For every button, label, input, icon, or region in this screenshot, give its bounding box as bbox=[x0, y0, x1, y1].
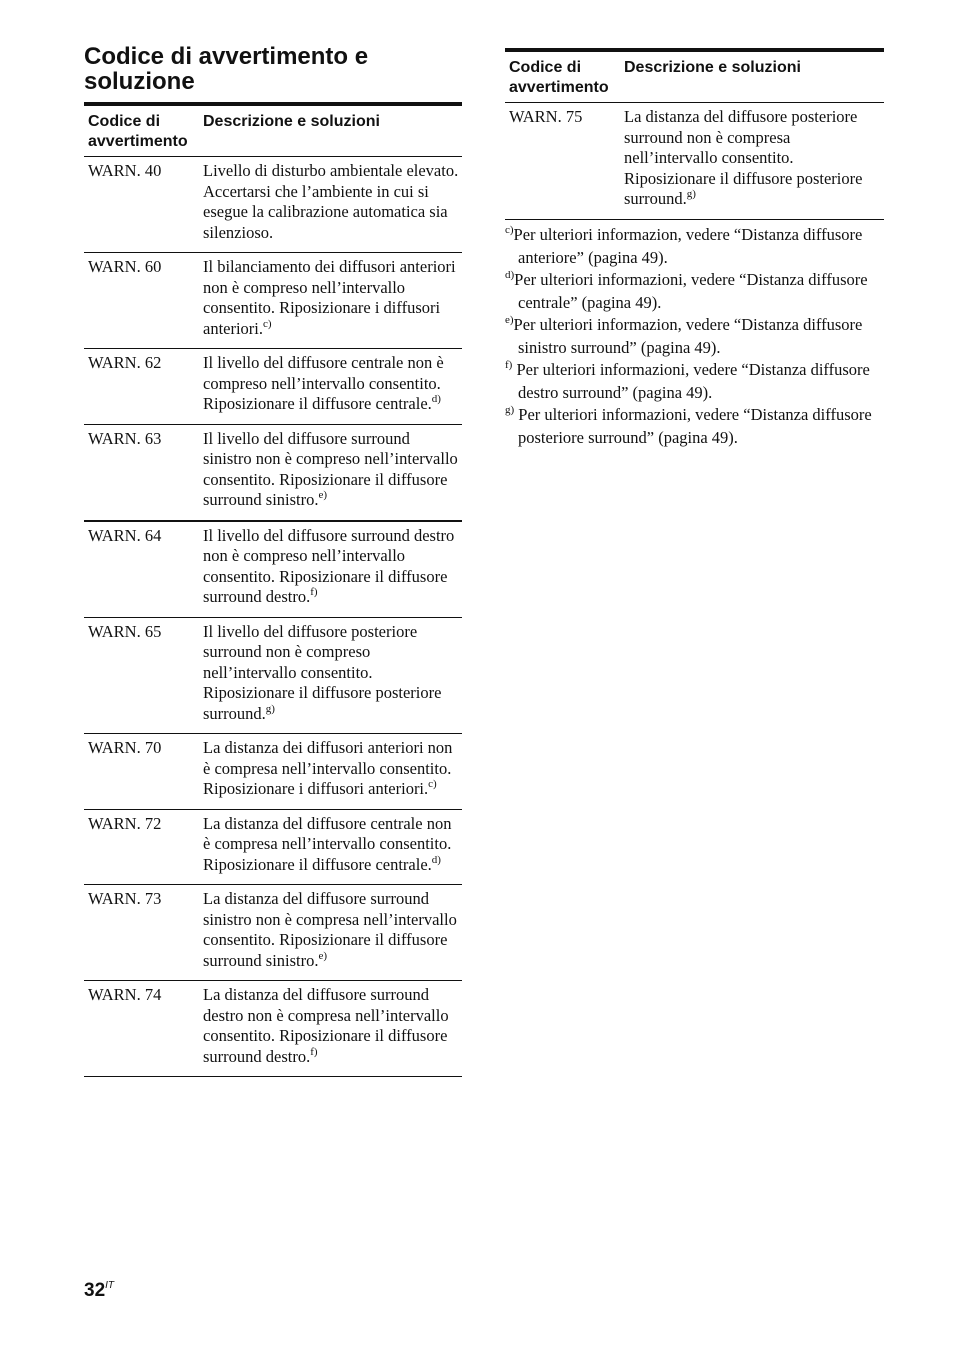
warning-description bbox=[203, 429, 462, 511]
page-number-suffix: IT bbox=[105, 1280, 115, 1291]
warning-description bbox=[203, 738, 462, 800]
header-code: Codice di avvertimento bbox=[509, 59, 609, 96]
footnote-reference: g) bbox=[265, 702, 275, 715]
footnote-reference: c) bbox=[263, 317, 272, 330]
warning-description bbox=[203, 526, 462, 608]
header-description: Descrizione e soluzioni bbox=[203, 113, 380, 130]
footnote-reference: f) bbox=[310, 586, 318, 598]
footnote-text: Per ulteriori informazion, vedere “Distanza diffusore anteriore” (pagina 49). bbox=[513, 225, 863, 267]
description-text: Livello di disturbo ambientale elevato. Accertarsi che l’ambiente in cui si esegue la calibrazione automatica sia silenzioso. bbox=[203, 161, 459, 242]
footnote-text: Per ulteriori informazioni, vedere “Distanza diffusore centrale” (pagina 49). bbox=[514, 270, 868, 312]
table-header bbox=[84, 106, 462, 157]
footnote-reference: d) bbox=[431, 853, 441, 866]
description-text: La distanza del diffusore surround sinistro non è compresa nell’intervallo consentito. Riposizionare il diffusore surround sinistro. bbox=[203, 889, 457, 970]
warning-code: WARN. 64 bbox=[88, 525, 162, 545]
section-heading: Codice di avvertimento e soluzione bbox=[84, 43, 369, 95]
footnote bbox=[505, 404, 884, 449]
warning-table-left bbox=[84, 102, 462, 1077]
footnote-reference: d) bbox=[431, 393, 441, 405]
footnote bbox=[505, 314, 884, 359]
table-row bbox=[84, 157, 462, 253]
table-header bbox=[505, 52, 884, 103]
description-text: Il livello del diffusore surround destro non è compreso nell’intervallo consentito. Riposizionare il diffusore surround destro. bbox=[203, 525, 455, 606]
warning-code: WARN. 75 bbox=[509, 107, 583, 126]
warning-code: WARN. 72 bbox=[88, 813, 162, 833]
footnote bbox=[505, 269, 884, 314]
warning-table-right bbox=[505, 48, 884, 220]
footnote-mark: c) bbox=[505, 224, 514, 236]
description-text: Il livello del diffusore centrale non è compreso nell’intervallo consentito. Riposizionare il diffusore centrale. bbox=[203, 353, 444, 413]
footnote-reference: f) bbox=[310, 1045, 318, 1058]
header-description: Descrizione e soluzioni bbox=[624, 59, 801, 76]
table-body bbox=[505, 103, 884, 220]
table-row bbox=[84, 618, 462, 735]
warning-code: WARN. 63 bbox=[88, 428, 162, 448]
footnote bbox=[505, 224, 884, 269]
warning-code: WARN. 74 bbox=[88, 985, 162, 1004]
table-row bbox=[84, 885, 462, 981]
footnote-reference: e) bbox=[318, 489, 328, 501]
warning-code: WARN. 70 bbox=[88, 738, 162, 757]
footnote-reference: g) bbox=[686, 188, 696, 200]
description-text: La distanza del diffusore centrale non è compresa nell’intervallo consentito. Riposizionare il diffusore centrale. bbox=[203, 813, 452, 874]
footnote-mark: d) bbox=[505, 269, 515, 281]
warning-code: WARN. 62 bbox=[88, 353, 162, 372]
footnote-mark: f) bbox=[505, 359, 513, 371]
warning-description bbox=[203, 257, 462, 339]
table-row bbox=[505, 103, 884, 220]
table-row bbox=[84, 734, 462, 810]
warning-description bbox=[203, 985, 462, 1067]
description-text: Il livello del diffusore posteriore surround non è compreso nell’intervallo consentito. Riposizionare il diffusore posteriore surround. bbox=[203, 621, 442, 723]
warning-description bbox=[203, 161, 462, 243]
footnote bbox=[505, 359, 884, 404]
table-row bbox=[84, 810, 462, 886]
page-number-value: 32 bbox=[84, 1280, 106, 1301]
table-row bbox=[84, 253, 462, 349]
warning-code: WARN. 73 bbox=[88, 889, 162, 908]
footnote-text: Per ulteriori informazioni, vedere “Distanza diffusore posteriore surround” (pagina 49). bbox=[514, 405, 872, 447]
warning-description bbox=[203, 814, 462, 876]
description-text: La distanza del diffusore posteriore surround non è compresa nell’intervallo consentito. Riposizionare il diffusore posteriore surround. bbox=[624, 107, 863, 208]
warning-code: WARN. 40 bbox=[88, 161, 162, 180]
footnote-text: Per ulteriori informazioni, vedere “Distanza diffusore destro surround” (pagina 49). bbox=[512, 360, 870, 402]
warning-description bbox=[203, 622, 462, 725]
warning-code: WARN. 60 bbox=[88, 257, 162, 276]
header-code: Codice di avvertimento bbox=[88, 113, 188, 150]
warning-description bbox=[203, 889, 462, 971]
description-text: La distanza dei diffusori anteriori non è compresa nell’intervallo consentito. Riposizionare i diffusori anteriori. bbox=[203, 738, 453, 798]
table-body bbox=[84, 157, 462, 1077]
warning-description bbox=[203, 353, 462, 415]
table-row bbox=[84, 522, 462, 618]
footnotes bbox=[505, 224, 884, 449]
description-text: Il bilanciamento dei diffusori anteriori non è compreso nell’intervallo consentito. Riposizionare i diffusori anteriori. bbox=[203, 257, 456, 338]
footnote-text: Per ulteriori informazion, vedere “Distanza diffusore sinistro surround” (pagina 49). bbox=[513, 315, 863, 357]
table-row bbox=[84, 349, 462, 425]
page-number bbox=[84, 1280, 114, 1302]
warning-code: WARN. 65 bbox=[88, 621, 162, 641]
table-row bbox=[84, 981, 462, 1077]
table-row bbox=[84, 425, 462, 522]
warning-description bbox=[624, 107, 884, 210]
description-text: La distanza del diffusore surround destro non è compresa nell’intervallo consentito. Riposizionare il diffusore surround destro. bbox=[203, 985, 449, 1066]
footnote-mark: e) bbox=[505, 314, 514, 326]
footnote-reference: e) bbox=[318, 949, 328, 962]
footnote-reference: c) bbox=[428, 778, 437, 790]
description-text: Il livello del diffusore surround sinistro non è compreso nell’intervallo consentito. Riposizionare il diffusore surround sinistro. bbox=[203, 428, 458, 509]
footnote-mark: g) bbox=[505, 404, 515, 416]
